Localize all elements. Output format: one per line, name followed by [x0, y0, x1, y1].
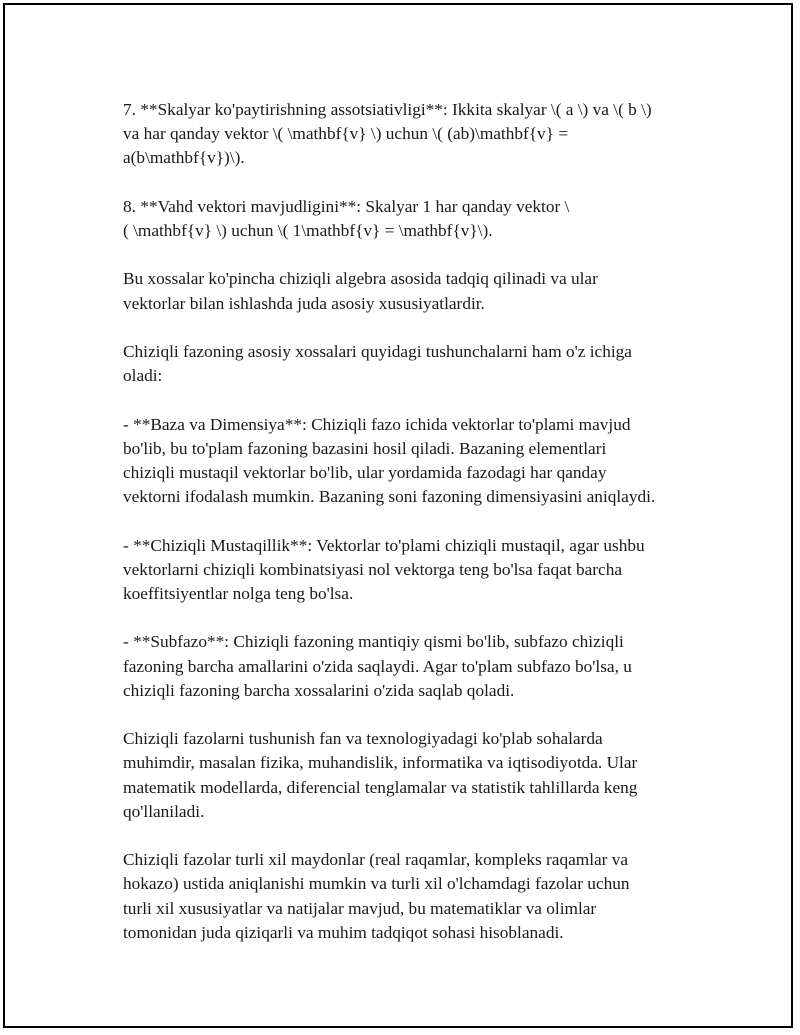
paragraph-linear-independence: - **Chiziqli Mustaqillik**: Vektorlar to'plami chiziqli mustaqil, agar ushbu vektorlarni chiziqli kombinatsiyasi nol vektorga teng bo'lsa faqat barcha koeffitsiyentlar nolga teng bo'lsa.	[123, 535, 645, 603]
paragraph-fields-conclusion: Chiziqli fazolar turli xil maydonlar (real raqamlar, kompleks raqamlar va hokazo) ustida aniqlanishi mumkin va turli xil o'lchamdagi fazolar uchun turli xil xususiyatlar va natijalar mavjud, bu matematiklar va olimlar tomonidan juda qiziqarli va muhim tadqiqot sohasi hisoblanadi.	[123, 850, 630, 942]
paragraph-applications: Chiziqli fazolarni tushunish fan va texnologiyadagi ko'plab sohalarda muhimdir, masalan fizika, muhandislik, informatika va iqtisodiyotda. Ular matematik modellarda, diferencial tenglamalar va statistik tahlillarda keng qo'llaniladi.	[123, 729, 638, 821]
paragraph-properties-summary: Bu xossalar ko'pincha chiziqli algebra asosida tadqiq qilinadi va ular vektorlar bilan ishlashda juda asosiy xususiyatlardir.	[123, 269, 598, 313]
paragraph-basic-properties-intro: Chiziqli fazoning asosiy xossalari quyidagi tushunchalarni ham o'z ichiga oladi:	[123, 341, 632, 386]
page-frame	[3, 3, 793, 1028]
paragraph-scalar-associativity: 7. **Skalyar ko'paytirishning assotsiativligi**: Ikkita skalyar \( a \) va \( b \) va har qanday vektor \( \mathbf{v} \) uchun \( (ab)\mathbf{v} = a(b\mathbf{v})\).	[123, 100, 652, 168]
paragraph-unit-vector: 8. **Vahd vektori mavjudligini**: Skalyar 1 har qanday vektor \ ( \mathbf{v} \) uchun \( 1\mathbf{v} = \mathbf{v}\).	[123, 196, 570, 240]
paragraph-subspace: - **Subfazo**: Chiziqli fazoning mantiqiy qismi bo'lib, subfazo chiziqli fazoning barcha amallarini o'zida saqlaydi. Agar to'plam subfazo bo'lsa, u chiziqli fazoning barcha xossalarini o'zida saqlab qoladi.	[123, 632, 632, 700]
paragraph-basis-dimension: - **Baza va Dimensiya**: Chiziqli fazo ichida vektorlar to'plami mavjud bo'lib, bu to'plam fazoning bazasini hosil qiladi. Bazaning elementlari chiziqli mustaqil vektorlar bo'lib, ular yordamida fazodagi har qanday vektorni ifodalash mumkin. Bazaning soni fazoning dimensiyasini aniqlaydi.	[123, 414, 656, 507]
document-body	[123, 98, 689, 945]
